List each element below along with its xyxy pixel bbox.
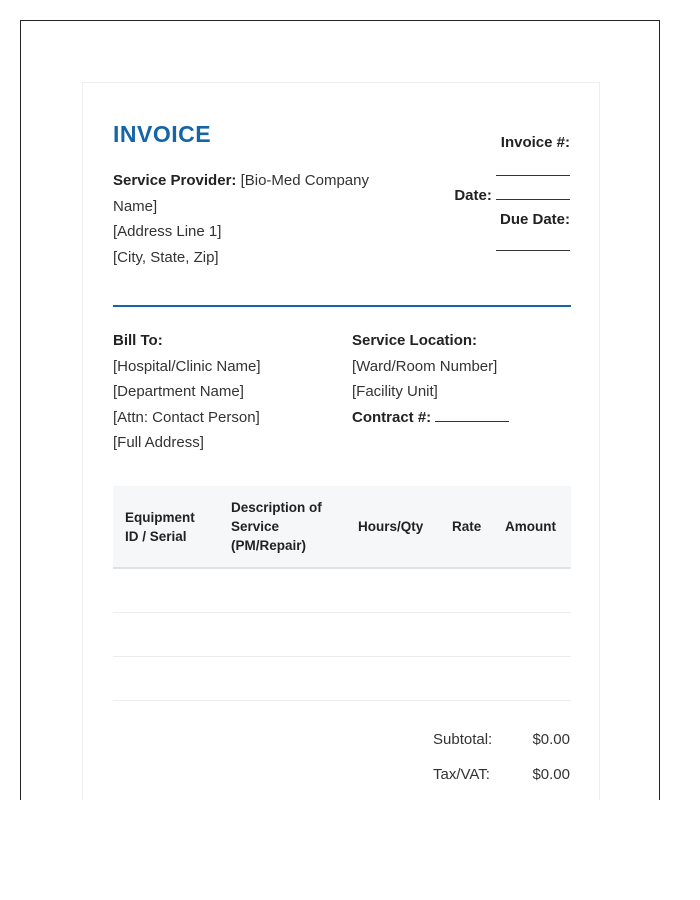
invoice-number-blank[interactable] bbox=[496, 161, 570, 181]
subtotal-value: $0.00 bbox=[532, 731, 570, 748]
contract-field[interactable] bbox=[352, 405, 572, 431]
invoice-sheet bbox=[82, 82, 600, 800]
provider-address-line1: [Address Line 1] bbox=[113, 223, 222, 241]
service-location-block bbox=[352, 328, 572, 430]
provider-name-line2: Name] bbox=[113, 197, 158, 215]
tax-value: $0.00 bbox=[532, 766, 570, 783]
invoice-number-label: Invoice #: bbox=[500, 134, 570, 151]
table-header bbox=[113, 486, 571, 569]
row-divider bbox=[113, 700, 571, 701]
date-blank[interactable] bbox=[496, 185, 570, 200]
service-provider-label: Service Provider: bbox=[113, 172, 237, 189]
date-label: Date: bbox=[454, 187, 492, 204]
bill-to-hospital: [Hospital/Clinic Name] bbox=[113, 357, 261, 375]
service-provider-block bbox=[113, 168, 403, 270]
table-row[interactable] bbox=[113, 613, 571, 656]
bill-to-address: [Full Address] bbox=[113, 434, 204, 452]
date-field[interactable] bbox=[454, 185, 570, 204]
bill-to-attn: [Attn: Contact Person] bbox=[113, 408, 260, 426]
service-location-unit: [Facility Unit] bbox=[352, 383, 438, 401]
invoice-title: INVOICE bbox=[113, 121, 212, 147]
service-location-label: Service Location: bbox=[352, 332, 478, 349]
table-row[interactable] bbox=[113, 657, 571, 700]
col-equipment-header: Equipment ID / Serial bbox=[125, 510, 195, 544]
page-frame bbox=[20, 20, 660, 800]
header-divider bbox=[113, 305, 571, 307]
col-description-header: Description of Service (PM/Repair) bbox=[231, 500, 322, 553]
service-location-ward: [Ward/Room Number] bbox=[352, 357, 498, 375]
table-row[interactable] bbox=[113, 568, 571, 612]
due-date-label: Due Date: bbox=[499, 211, 570, 228]
provider-name-line1: [Bio-Med Company bbox=[240, 172, 369, 189]
col-rate-header: Rate bbox=[452, 519, 482, 534]
bill-to-label: Bill To: bbox=[113, 332, 163, 349]
subtotal-label: Subtotal: bbox=[433, 731, 493, 748]
provider-address-line2: [City, State, Zip] bbox=[113, 248, 219, 266]
due-date-blank[interactable] bbox=[496, 236, 570, 256]
bill-to-department: [Department Name] bbox=[113, 383, 244, 401]
col-hours-header: Hours/Qty bbox=[358, 519, 424, 534]
tax-label: Tax/VAT: bbox=[433, 766, 490, 783]
contract-label: Contract #: bbox=[352, 408, 432, 426]
col-amount-header: Amount bbox=[505, 519, 556, 534]
bill-to-block bbox=[113, 328, 343, 456]
contract-blank[interactable] bbox=[435, 407, 509, 422]
